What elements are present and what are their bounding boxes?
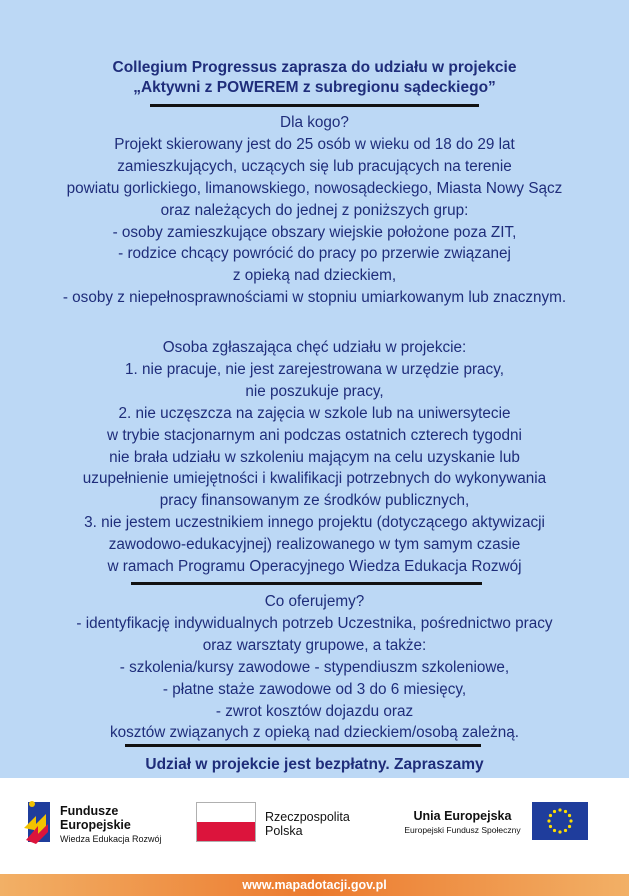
text-line: - płatne staże zawodowe od 3 do 6 miesięcy, xyxy=(162,680,467,698)
fe-line-3: Wiedza Edukacja Rozwój xyxy=(60,834,162,844)
text-line: Dla kogo? xyxy=(280,114,349,131)
text-line: Osoba zgłaszająca chęć udziału w projekcie: xyxy=(162,339,467,356)
rp-line-2: Polska xyxy=(265,824,303,838)
fundusze-europejskie-logo-icon xyxy=(22,796,52,846)
section-offer xyxy=(0,591,629,744)
text-line: - rodzice chcący powrócić do pracy po przerwie związanej xyxy=(118,245,511,263)
eu-star-icon xyxy=(568,825,571,828)
text-line: oraz należących do jednej z poniższych grup: xyxy=(160,201,469,219)
eu-star-icon xyxy=(564,810,567,813)
eu-star-icon xyxy=(547,819,550,822)
section-eligibility xyxy=(0,337,629,578)
text-line: pracy finansowanym ze środków publicznych, xyxy=(159,492,470,510)
text-line: - identyfikację indywidualnych potrzeb Uczestnika, pośrednictwo pracy xyxy=(76,614,553,632)
logo-bar xyxy=(0,778,629,874)
text-line: w trybie stacjonarnym ani podczas ostatnich czterech tygodni xyxy=(107,426,522,444)
ue-line-1: Unia Europejska xyxy=(413,809,512,823)
divider-top xyxy=(150,104,479,107)
text-line: 1. nie pracuje, nie jest zarejestrowana w urzędzie pracy, xyxy=(125,360,504,378)
title-line-1: Collegium Progressus zaprasza do udziału w projekcie xyxy=(112,59,517,76)
section-target-group xyxy=(0,112,629,309)
footer-url-link[interactable]: www.mapadotacji.gov.pl xyxy=(242,878,387,892)
text-line: 2. nie uczęszcza na zajęcia w szkole lub na uniwersytecie xyxy=(118,404,511,422)
text-line: z opieką nad dzieckiem, xyxy=(232,267,397,285)
footer-bar xyxy=(0,874,629,896)
divider-middle xyxy=(131,582,482,585)
ue-line-2: Europejski Fundusz Społeczny xyxy=(404,825,521,835)
call-to-action: Udział w projekcie jest bezpłatny. Zapraszamy xyxy=(145,756,484,773)
fe-line-2: Europejskie xyxy=(60,818,131,832)
text-line: - osoby zamieszkujące obszary wiejskie położone poza ZIT, xyxy=(112,223,517,241)
eu-star-icon xyxy=(549,814,552,817)
eu-star-icon xyxy=(564,829,567,832)
polish-flag-icon xyxy=(196,802,256,842)
fe-line-1: Fundusze xyxy=(60,804,119,818)
text-line: zamieszkujących, uczących się lub pracujących na terenie xyxy=(117,157,512,175)
eu-star-icon xyxy=(569,819,572,822)
rp-line-1: Rzeczpospolita xyxy=(265,810,350,824)
eu-star-icon xyxy=(558,830,561,833)
title-line-2: „Aktywni z POWEREM z subregionu sądeckiego” xyxy=(133,79,496,96)
text-line: - zwrot kosztów dojazdu oraz xyxy=(215,702,414,720)
text-line: uzupełnienie umiejętności i kwalifikacji potrzebnych do wykonywania xyxy=(82,470,547,488)
eu-star-icon xyxy=(549,825,552,828)
fundusze-europejskie-text xyxy=(60,804,162,846)
divider-bottom xyxy=(125,744,481,747)
text-line: 3. nie jestem uczestnikiem innego projektu (dotyczącego aktywizacji xyxy=(84,514,545,532)
eu-star-icon xyxy=(568,814,571,817)
text-line: oraz warsztaty grupowe, a także: xyxy=(202,636,427,654)
eu-star-icon xyxy=(553,810,556,813)
page-title xyxy=(0,58,629,98)
text-line: - szkolenia/kursy zawodowe - stypendiuszm szkoleniowe, xyxy=(119,658,510,676)
eu-star-icon xyxy=(558,808,561,811)
eu-star-icon xyxy=(553,829,556,832)
eu-flag-icon xyxy=(532,802,588,840)
rzeczpospolita-text xyxy=(265,810,350,838)
text-line: - osoby z niepełnosprawnościami w stopniu umiarkowanym lub znacznym. xyxy=(62,289,567,307)
text-line: kosztów związanych z opieką nad dzieckiem/osobą zależną. xyxy=(110,724,519,742)
text-line: powiatu gorlickiego, limanowskiego, nowosądeckiego, Miasta Nowy Sącz xyxy=(66,179,563,197)
unia-europejska-text xyxy=(400,808,525,836)
text-line: zawodowo-edukacyjnej) realizowanego w tym samym czasie xyxy=(108,536,521,554)
text-line: Co oferujemy? xyxy=(264,593,365,610)
text-line: nie brała udziału w szkoleniu mającym na celu uzyskanie lub xyxy=(109,448,520,466)
text-line: Projekt skierowany jest do 25 osób w wieku od 18 do 29 lat xyxy=(114,135,515,153)
text-line: nie poszukuje pracy, xyxy=(245,382,384,400)
text-line: w ramach Programu Operacyjnego Wiedza Edukacja Rozwój xyxy=(107,558,522,576)
